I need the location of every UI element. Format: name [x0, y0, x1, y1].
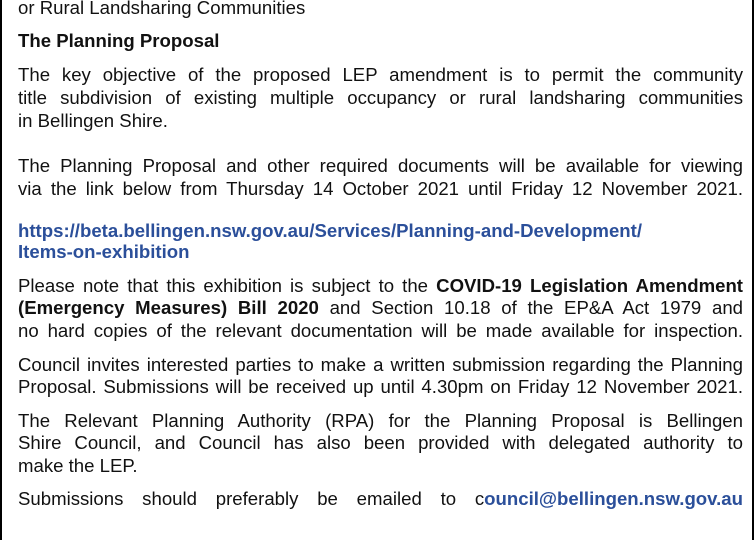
rpa-line-2: Shire Council, and Council has also been provided with delegated authority to	[18, 432, 743, 453]
exhibition-link-line-2[interactable]: Items-on-exhibition	[18, 241, 190, 262]
objective-line-2: title subdivision of existing multiple occupancy or rural landsharing communities	[18, 87, 743, 108]
covid-line-1	[18, 275, 743, 297]
availability-line-1: The Planning Proposal and other required documents will be available for viewing	[18, 155, 743, 176]
covid-line-1-text: Please note that this exhibition is subject to the	[18, 275, 437, 296]
council-email-link[interactable]: ouncil@bellingen.nsw.gov.au	[484, 488, 743, 509]
exhibition-link-line-1[interactable]: https://beta.bellingen.nsw.gov.au/Services/Planning-and-Development/	[18, 220, 643, 241]
objective-line-3: in Bellingen Shire.	[18, 110, 168, 131]
covid-line-2-text: and Section 10.18 of the EP&A Act 1979 and	[318, 297, 743, 318]
covid-line-2	[18, 297, 743, 319]
rpa-line-1: The Relevant Planning Authority (RPA) for the Planning Proposal is Bellingen	[18, 410, 743, 431]
covid-line-3: no hard copies of the relevant documentation will be made available for inspection.	[18, 320, 743, 341]
submission-line-2: Proposal. Submissions will be received up until 4.30pm on Friday 12 November 2021.	[18, 376, 743, 397]
section-heading: The Planning Proposal	[18, 30, 220, 51]
objective-line-1: The key objective of the proposed LEP amendment is to permit the community	[18, 64, 743, 85]
rpa-line-3: make the LEP.	[18, 455, 138, 476]
availability-line-2: via the link below from Thursday 14 October 2021 until Friday 12 November 2021.	[18, 178, 743, 199]
email-line-text: Submissions should preferably be emailed to c	[18, 488, 485, 509]
submission-line-1: Council invites interested parties to make a written submission regarding the Planning	[18, 354, 743, 375]
email-line	[18, 488, 743, 510]
notice-heading-partial: or Rural Landsharing Communities	[18, 0, 306, 18]
covid-legislation-name: COVID-19 Legislation Amendment	[436, 275, 743, 296]
covid-bill-name: (Emergency Measures) Bill 2020	[18, 297, 319, 318]
